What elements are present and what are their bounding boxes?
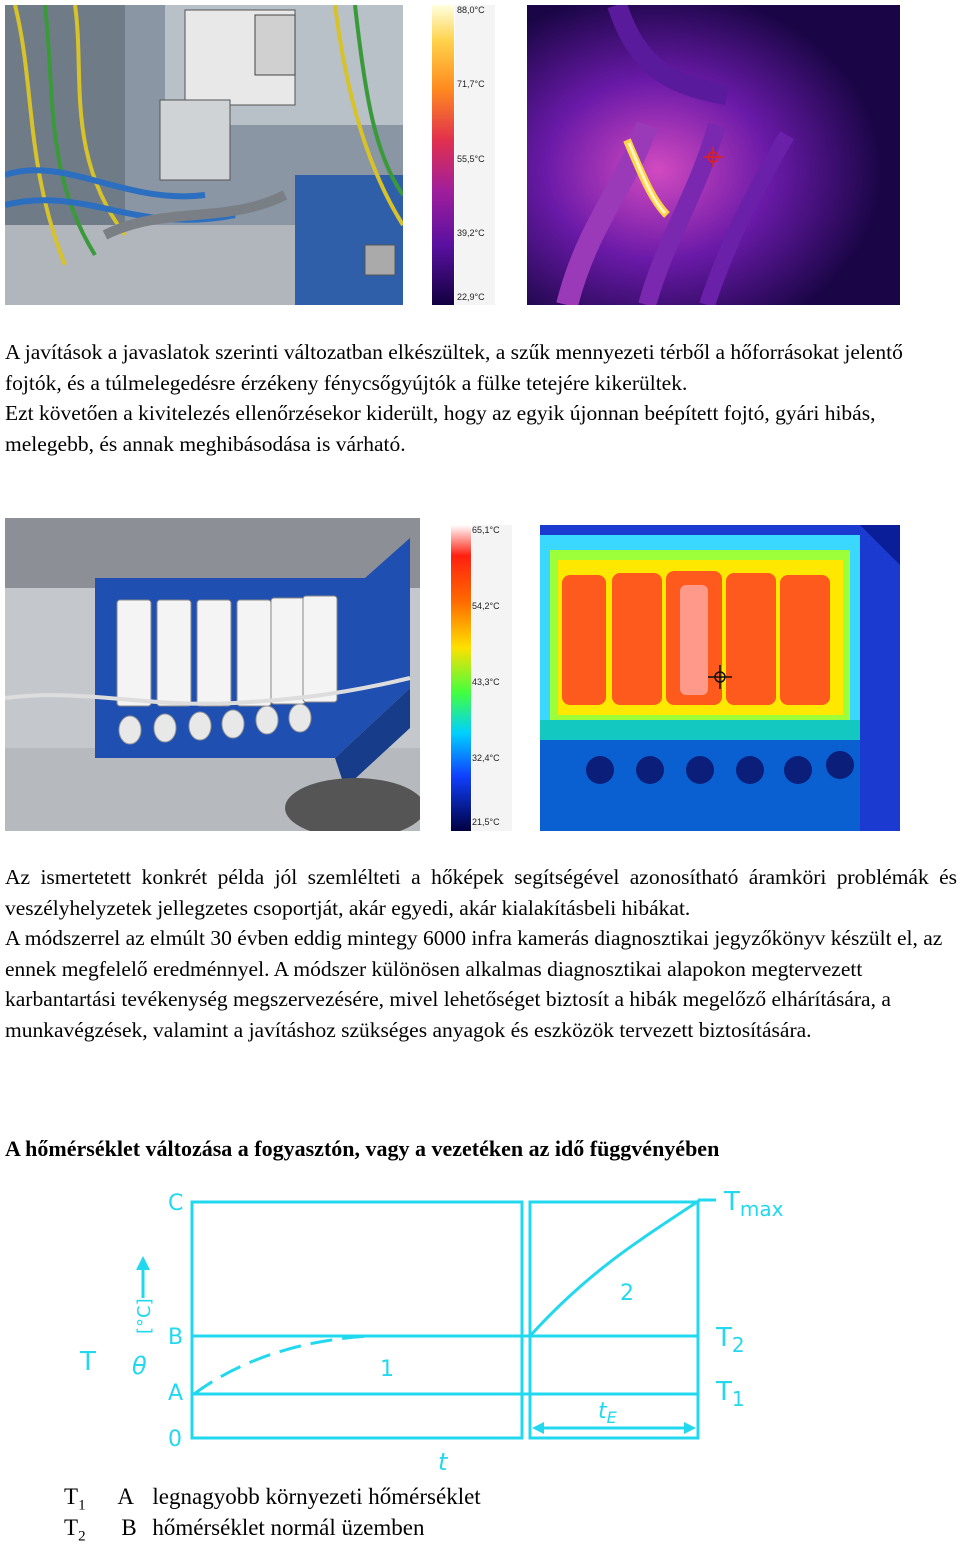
temperature-time-diagram bbox=[70, 1180, 810, 1480]
thermal-scale-middle bbox=[451, 525, 471, 831]
thermal-scale-top-labels bbox=[455, 5, 495, 305]
diagram-label-a: A bbox=[168, 1381, 184, 1406]
diagram-label-zero: 0 bbox=[168, 1427, 182, 1452]
section-heading: A hőmérséklet változása a fogyasztón, vagy a vezetéken az idő függvényében bbox=[5, 1136, 720, 1161]
paragraph-2 bbox=[5, 862, 957, 1045]
paragraph-1 bbox=[5, 337, 957, 459]
scale-label: 88,0°C bbox=[457, 5, 485, 15]
t1-main: T bbox=[716, 1377, 732, 1407]
thermal-image-top bbox=[527, 5, 900, 305]
diagram-label-te bbox=[598, 1399, 618, 1427]
legend-subscript: 2 bbox=[78, 1528, 86, 1545]
thermal-image-middle bbox=[540, 525, 900, 831]
diagram-label-time: t bbox=[438, 1448, 448, 1476]
scale-label: 54,2°C bbox=[472, 601, 500, 611]
legend-symbol: T bbox=[64, 1515, 79, 1540]
diagram-frame-right bbox=[530, 1202, 698, 1438]
diagram-label-theta: θ bbox=[132, 1352, 147, 1380]
diagram-label-tmax bbox=[723, 1187, 784, 1221]
diagram-label-curve-2: 2 bbox=[620, 1281, 634, 1306]
paragraph-2-line-2: A módszerrel az elmúlt 30 évben eddig mintegy 6000 infra kamerás diagnosztikai jegyzőkönyv készült el, az ennek megfelelő eredménnyel. A módszer különösen alkalmas diagnosztikai alapokon megtervezett karbantartási tevékenység megszervezésére, mivel lehetőséget biztosít a hibák megelőző elhárítására, a munkavégzések, valamint a javításhoz szükséges anyagok és eszközök tervezett biztosítására. bbox=[5, 926, 943, 1042]
paragraph-1-line-2: Ezt követően a kivitelezés ellenőrzésekor kiderült, hogy az egyik újonnan beépített fojtó, gyári hibás, melegebb, és annak meghibásodása is várható. bbox=[5, 401, 876, 456]
scale-label: 55,5°C bbox=[457, 154, 485, 164]
te-main: t bbox=[598, 1399, 607, 1424]
t2-main: T bbox=[716, 1323, 732, 1353]
scale-label: 21,5°C bbox=[472, 817, 500, 827]
scale-label: 71,7°C bbox=[457, 79, 485, 89]
diagram-te-arrow-left bbox=[532, 1422, 544, 1434]
thermal-scale-top bbox=[432, 5, 454, 305]
scale-label: 22,9°C bbox=[457, 292, 485, 302]
paragraph-2-line-1: Az ismertetett konkrét példa jól szemlélteti a hőképek segítségével azonosítható áramköri problémák és veszélyhelyzetek jellegzetes csoportját, akár egyedi, akár kialakításbeli hibákat. bbox=[5, 865, 957, 920]
diagram-label-c: C bbox=[168, 1191, 184, 1216]
diagram-label-b: B bbox=[168, 1325, 184, 1350]
cabinet-photo bbox=[5, 5, 403, 305]
scale-label: 39,2°C bbox=[457, 228, 485, 238]
diagram-label-t2 bbox=[715, 1323, 745, 1357]
ballast-panel-photo bbox=[5, 518, 420, 831]
legend-subscript: 1 bbox=[78, 1497, 86, 1514]
te-sub: E bbox=[606, 1408, 617, 1427]
t1-sub: 1 bbox=[731, 1387, 745, 1411]
tmax-sub: max bbox=[739, 1197, 784, 1221]
diagram-curve-2 bbox=[530, 1200, 700, 1336]
legend-letter: A bbox=[117, 1484, 133, 1509]
diagram-label-t1 bbox=[715, 1377, 745, 1411]
diagram-te-arrow-right bbox=[684, 1422, 696, 1434]
thermal-scale-middle-labels bbox=[472, 525, 512, 831]
legend-row-1 bbox=[64, 1484, 481, 1515]
scale-label: 65,1°C bbox=[472, 525, 500, 535]
diagram-label-unit: [°C] bbox=[134, 1298, 155, 1334]
legend-text: hőmérséklet normál üzemben bbox=[152, 1515, 425, 1540]
diagram-y-arrowhead bbox=[136, 1256, 150, 1270]
tmax-main: T bbox=[724, 1187, 740, 1217]
legend-row-2 bbox=[64, 1515, 424, 1546]
scale-label: 43,3°C bbox=[472, 677, 500, 687]
legend-symbol: T bbox=[64, 1484, 79, 1509]
diagram-label-curve-1: 1 bbox=[380, 1357, 394, 1382]
diagram-label-t-axis: T bbox=[80, 1347, 96, 1377]
diagram-frame-left bbox=[192, 1202, 522, 1438]
t2-sub: 2 bbox=[731, 1333, 745, 1357]
scale-label: 32,4°C bbox=[472, 753, 500, 763]
paragraph-1-line-1: A javítások a javaslatok szerinti változatban elkészültek, a szűk mennyezeti térből a hőforrásokat jelentő fojtók, és a túlmelegedésre érzékeny fénycsőgyújtók a fülke tetejére kikerültek. bbox=[5, 340, 903, 395]
legend-text: legnagyobb környezeti hőmérséklet bbox=[152, 1484, 481, 1509]
diagram-curve-1 bbox=[194, 1336, 522, 1394]
legend-letter: B bbox=[121, 1515, 137, 1540]
